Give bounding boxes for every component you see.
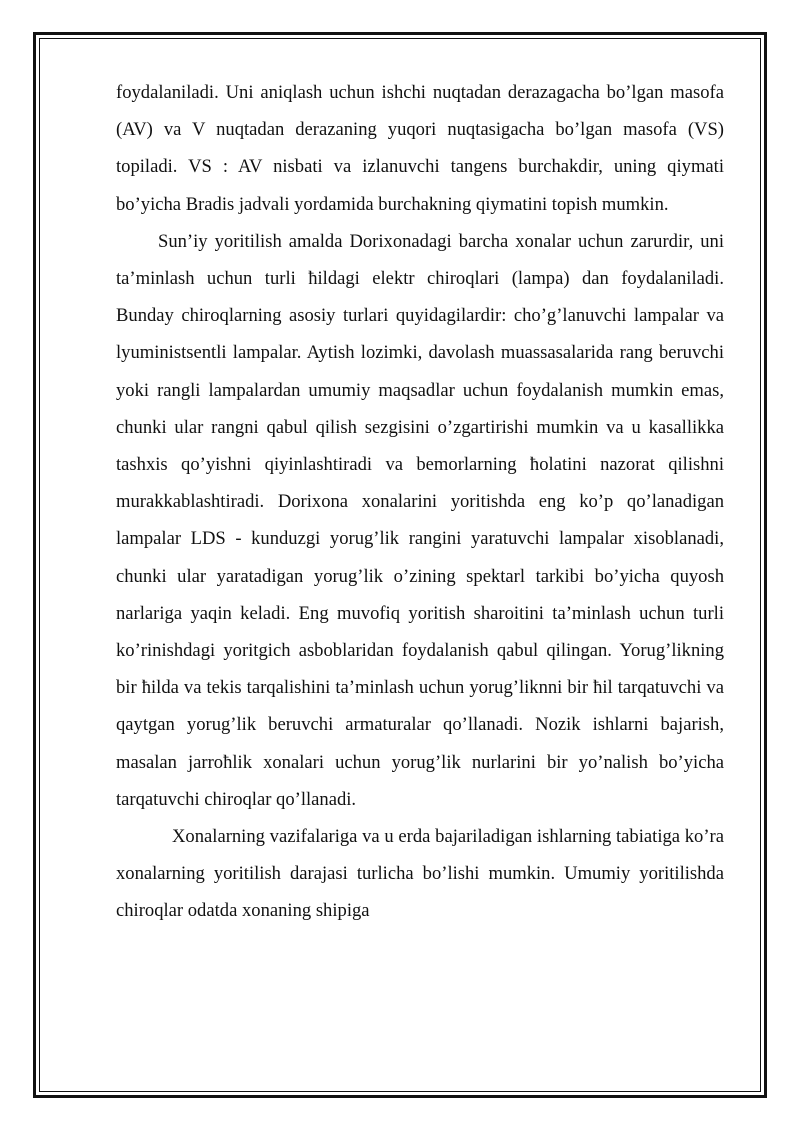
document-body <box>116 74 724 930</box>
paragraph-2: Sun’iy yoritilish amalda Dorixonadagi barcha xonalar uchun zarurdir, uni ta’minlash uchun turli ħildagi elektr chiroqlari (lampa) dan foydalaniladi. Bunday chiroqlarning asosiy turlari quyidagilardir: cho’g’lanuvchi lampalar va lyuministsentli lampalar. Aytish lozimki, davolash muassasalarida rang beruvchi yoki rangli lampalardan umumiy maqsadlar uchun foydalanish mumkin emas, chunki ular rangni qabul qilish sezgisini o’zgartirishi mumkin va u kasallikka tashxis qo’yishni qiyinlashtiradi va bemorlarning ħolatini nazorat qilishni murakkablashtiradi. Dorixona xonalarini yoritishda eng ko’p qo’lanadigan lampalar LDS - kunduzgi yorug’lik rangini yaratuvchi lampalar xisoblanadi, chunki ular yaratadigan yorug’lik o’zining spektarl tarkibi bo’yicha quyosh narlariga yaqin keladi. Eng muvofiq yoritish sharoitini ta’minlash uchun turli ko’rinishdagi yoritgich asboblaridan foydalanish qabul qilingan. Yorug’likning bir ħilda va tekis tarqalishini ta’minlash uchun yorug’liknni bir ħil tarqatuvchi va qaytgan yorug’lik beruvchi armaturalar qo’llanadi. Nozik ishlarni bajarish, masalan jarroħlik xonalari uchun yorug’lik nurlarini bir yo’nalish bo’yicha tarqatuvchi chiroqlar qo’llanadi. <box>116 230 724 810</box>
paragraph-3: Xonalarning vazifalariga va u erda bajariladigan ishlarning tabiatiga ko’ra xonalarning yoritilish darajasi turlicha bo’lishi mumkin. Umumiy yoritilishda chiroqlar odatda xonaning shipiga <box>116 826 724 922</box>
paragraph-1: foydalaniladi. Uni aniqlash uchun ishchi nuqtadan derazagacha bo’lgan masofa (AV) va V nuqtadan derazaning yuqori nuqtasigacha bo’lgan masofa (VS) topiladi. VS : AV nisbati va izlanuvchi tangens burchakdir, uning qiymati bo’yicha Bradis jadvali yordamida burchakning qiymatini topish mumkin. <box>116 82 724 215</box>
